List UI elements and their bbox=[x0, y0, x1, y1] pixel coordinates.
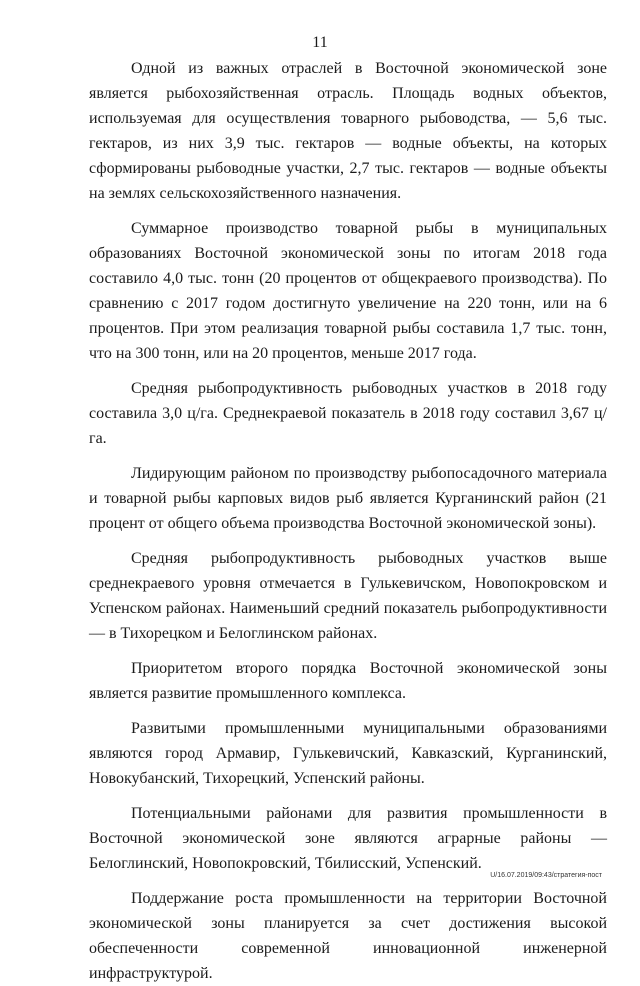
paragraph-industry-support: Поддержание роста промышленности на территории Восточной экономической зоны планируется за счет достижения высокой обеспеченности современной инновационной инженерной инфраструктурой. bbox=[89, 890, 607, 982]
document-body bbox=[89, 56, 607, 986]
paragraph-industry-priority: Приоритетом второго порядка Восточной экономической зоны является развитие промышленного комплекса. bbox=[89, 660, 607, 702]
paragraph-potential-districts: Потенциальными районами для развития промышленности в Восточной экономической зоне являются аграрные районы — Белоглинский, Новопокровский, Тбилисский, Успенский. bbox=[89, 805, 607, 872]
paragraph-fisheries-intro: Одной из важных отраслей в Восточной экономической зоне является рыбохозяйственная отрасль. Площадь водных объектов, используемая для осуществления товарного рыбоводства, — 5,6 тыс. гектаров, из них 3,9 тыс. гектаров — водные объекты, на которых сформированы рыбоводные участки, 2,7 тыс. гектаров — водные объекты на землях сельскохозяйственного назначения. bbox=[89, 60, 607, 202]
footer-stamp: U/16.07.2019/09:43/стратегия-пост bbox=[490, 872, 602, 879]
paragraph-developed-industry: Развитыми промышленными муниципальными образованиями являются город Армавир, Гулькевичский, Кавказский, Курганинский, Новокубанский, Тихорецкий, Успенский районы. bbox=[89, 720, 607, 787]
paragraph-leading-district: Лидирующим районом по производству рыбопосадочного материала и товарной рыбы карповых видов рыб является Курганинский район (21 процент от общего объема производства Восточной экономической зоны). bbox=[89, 465, 607, 532]
paragraph-fish-production: Суммарное производство товарной рыбы в муниципальных образованиях Восточной экономической зоны по итогам 2018 года составило 4,0 тыс. тонн (20 процентов от общекраевого производства). По сравнению с 2017 годом достигнуто увеличение на 220 тонн, или на 6 процентов. При этом реализация товарной рыбы составила 1,7 тыс. тонн, что на 300 тонн, или на 20 процентов, меньше 2017 года. bbox=[89, 220, 607, 362]
paragraph-fish-productivity: Средняя рыбопродуктивность рыбоводных участков в 2018 году составила 3,0 ц/га. Среднекраевой показатель в 2018 году составил 3,67 ц/га. bbox=[89, 380, 607, 447]
paragraph-productivity-districts: Средняя рыбопродуктивность рыбоводных участков выше среднекраевого уровня отмечается в Гулькевичском, Новопокровском и Успенском районах. Наименьший средний показатель рыбопродуктивности — в Тихорецком и Белоглинском районах. bbox=[89, 550, 607, 642]
page-number: 11 bbox=[312, 34, 328, 51]
